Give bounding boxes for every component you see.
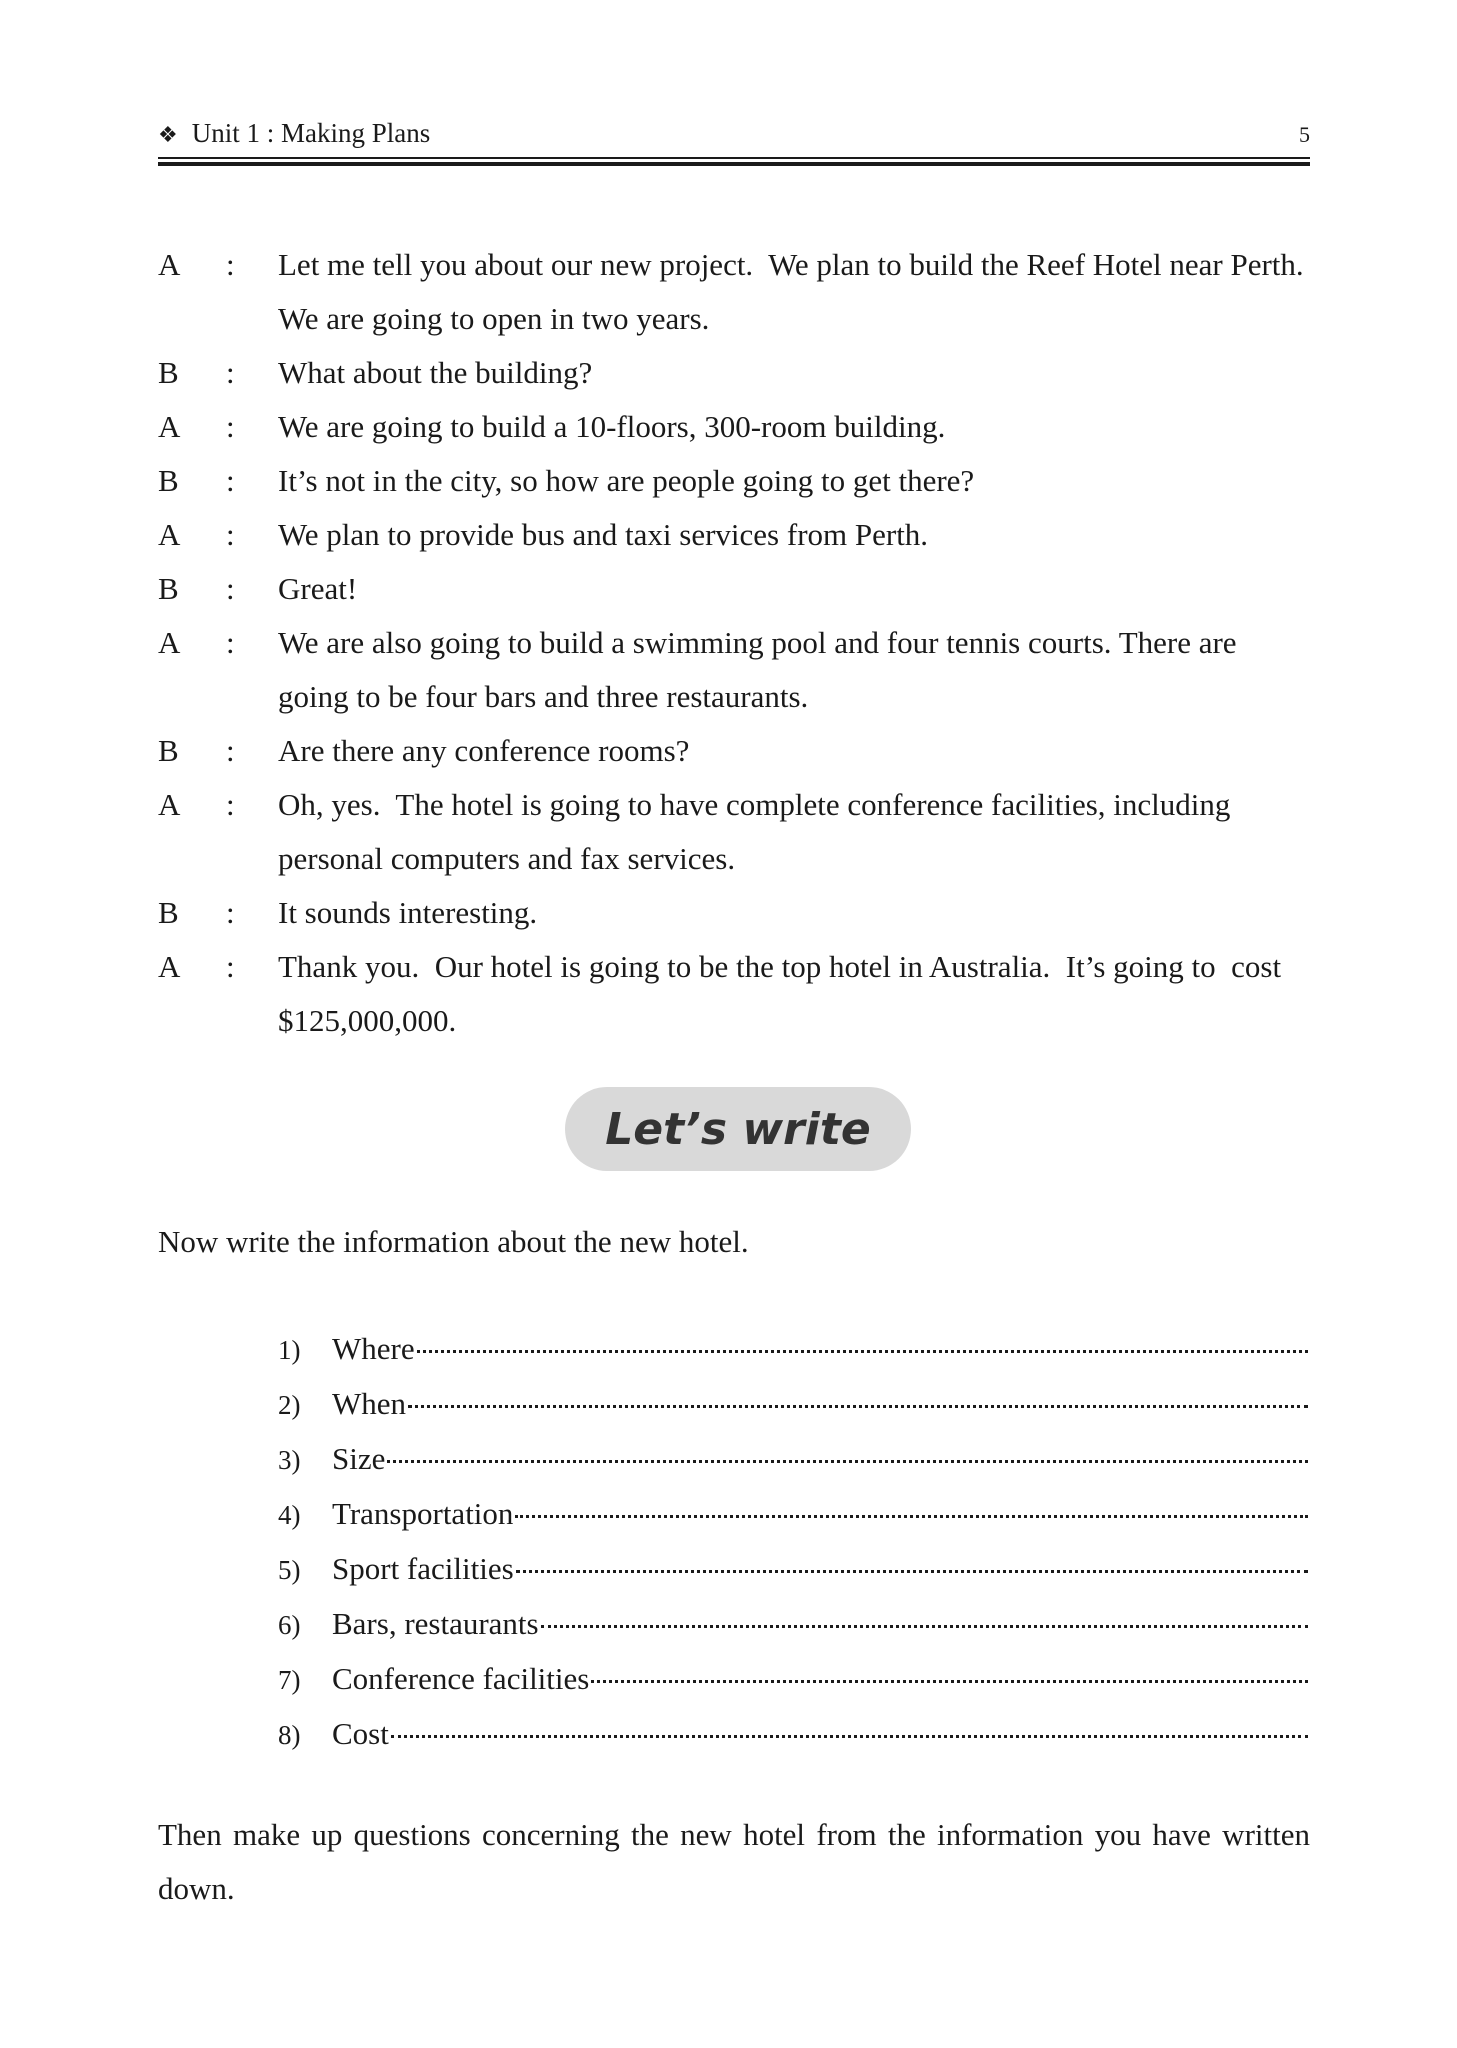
dialogue-turn [158, 454, 1310, 508]
answer-blank [591, 1680, 1308, 1683]
item-number: 7) [278, 1665, 301, 1695]
item-number: 8) [278, 1720, 301, 1750]
section-banner [565, 1087, 911, 1171]
fill-in-item [278, 1432, 1308, 1487]
header-rule-thin [158, 157, 1310, 159]
speaker-colon: : [226, 247, 235, 282]
utterance: Let me tell you about our new project. We plan to build the Reef Hotel near Perth. We are going to open in two years. [278, 247, 1319, 336]
item-number: 3) [278, 1445, 301, 1475]
speaker-colon: : [226, 949, 235, 984]
fill-in-item [278, 1487, 1308, 1542]
utterance: We are also going to build a swimming pool and four tennis courts. There are going to be four bars and three restaurants. [278, 625, 1245, 714]
speaker-colon: : [226, 409, 235, 444]
speaker-colon: : [226, 625, 235, 660]
speaker-label: A [158, 625, 181, 660]
utterance: What about the building? [278, 355, 593, 390]
speaker-colon: : [226, 733, 235, 768]
answer-blank [541, 1625, 1308, 1628]
speaker-label: B [158, 733, 179, 768]
speaker-label: B [158, 355, 179, 390]
speaker-colon: : [226, 517, 235, 552]
speaker-label: B [158, 571, 179, 606]
utterance: We are going to build a 10-floors, 300-room building. [278, 409, 946, 444]
answer-blank [408, 1405, 1308, 1408]
item-number: 2) [278, 1390, 301, 1420]
speaker-label: A [158, 409, 181, 444]
item-number: 5) [278, 1555, 301, 1585]
speaker-label: A [158, 787, 181, 822]
item-number: 6) [278, 1610, 301, 1640]
item-number: 1) [278, 1335, 301, 1365]
speaker-label: A [158, 517, 181, 552]
header-rule-thick [158, 162, 1310, 166]
fill-in-item [278, 1542, 1308, 1597]
closing-instruction: Then make up questions concerning the new hotel from the information you have written down. [158, 1817, 1310, 1906]
item-label: Size [332, 1441, 386, 1476]
speaker-colon: : [226, 787, 235, 822]
item-number: 4) [278, 1500, 301, 1530]
fill-in-item [278, 1652, 1308, 1707]
speaker-label: A [158, 247, 181, 282]
page-header [158, 114, 1310, 156]
utterance: It’s not in the city, so how are people going to get there? [278, 463, 975, 498]
answer-blank [417, 1350, 1308, 1353]
dialogue-turn [158, 562, 1310, 616]
item-label: Transportation [332, 1496, 514, 1531]
item-label: Conference facilities [332, 1661, 590, 1696]
speaker-label: B [158, 895, 179, 930]
utterance: Great! [278, 571, 358, 606]
speaker-colon: : [226, 895, 235, 930]
item-label: Where [332, 1331, 415, 1366]
utterance: We plan to provide bus and taxi services from Perth. [278, 517, 929, 552]
utterance: Oh, yes. The hotel is going to have complete conference facilities, including personal computers and fax services. [278, 787, 1246, 876]
dialogue-turn [158, 238, 1319, 346]
speaker-colon: : [226, 571, 235, 606]
speaker-colon: : [226, 355, 235, 390]
speaker-label: B [158, 463, 179, 498]
item-label: Cost [332, 1716, 389, 1751]
answer-blank [391, 1735, 1308, 1738]
dialogue-turn [158, 400, 1310, 454]
utterance: Are there any conference rooms? [278, 733, 690, 768]
dialogue-turn [158, 346, 1310, 400]
fill-in-item [278, 1707, 1308, 1762]
unit-title: Unit 1 : Making Plans [191, 118, 431, 148]
speaker-label: A [158, 949, 181, 984]
diamond-bullet-icon: ❖ [158, 123, 178, 148]
dialogue-turn [158, 724, 1310, 778]
fill-in-item [278, 1322, 1308, 1377]
item-label: Bars, restaurants [332, 1606, 539, 1641]
answer-blank [515, 1515, 1308, 1518]
fill-in-item [278, 1377, 1308, 1432]
utterance: Thank you. Our hotel is going to be the top hotel in Australia. It’s going to cost $125,000,000. [278, 949, 1289, 1038]
dialogue-turn [158, 940, 1310, 1048]
page-number: 5 [1299, 122, 1310, 147]
dialogue-turn [158, 616, 1310, 724]
answer-blank [387, 1460, 1308, 1463]
item-label: Sport facilities [332, 1551, 514, 1586]
section-title: Let’s write [605, 1103, 871, 1155]
utterance: It sounds interesting. [278, 895, 538, 930]
item-label: When [332, 1386, 407, 1421]
fill-in-item [278, 1597, 1308, 1652]
dialogue [158, 238, 1319, 1048]
fill-in-list [278, 1322, 1308, 1762]
dialogue-turn [158, 778, 1310, 886]
dialogue-turn [158, 508, 1310, 562]
unit-heading [158, 118, 430, 149]
answer-blank [516, 1570, 1308, 1573]
dialogue-turn [158, 886, 1310, 940]
speaker-colon: : [226, 463, 235, 498]
instruction-text: Now write the information about the new hotel. [158, 1224, 749, 1259]
